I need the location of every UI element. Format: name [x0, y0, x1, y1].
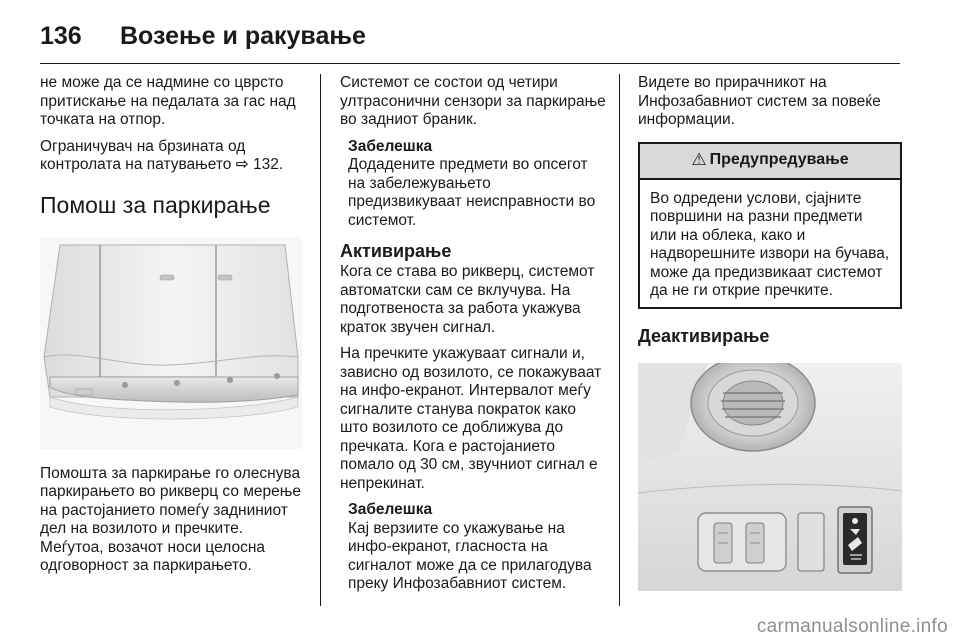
note-title: Забелешка [348, 501, 433, 518]
paragraph: не може да се надмине со цврсто притискање на педалата за гас над точката на отпор. [40, 74, 296, 128]
warning-header [640, 144, 900, 180]
page-header [40, 16, 900, 56]
page-reference[interactable]: 132. [248, 156, 284, 173]
arrow-right-icon: ⇨ [235, 156, 249, 173]
column-divider [320, 74, 321, 606]
dashboard-switch-illustration [638, 363, 902, 591]
paragraph-with-reference [40, 138, 302, 175]
page-number: 136 [40, 21, 82, 50]
column-left [40, 74, 302, 584]
note-block [340, 138, 608, 231]
note-text: Кај верзиите со укажување на инфо-екранот, гласноста на сигналот може да се прилагодува преку Инфозабавниот систем. [348, 519, 592, 592]
van-rear-illustration [40, 237, 302, 449]
section-heading-activation: Активирање [340, 241, 452, 261]
dashboard-switch-drawing [638, 363, 902, 591]
watermark: carmanualsonline.info [756, 616, 948, 637]
paragraph: Видете во прирачникот на Инфозабавниот систем за повеќе информации. [638, 74, 881, 128]
column-divider [619, 74, 620, 606]
header-rule [40, 63, 900, 64]
paragraph: На пречките укажуваат сигнали и, зависно од возилото, се покажуваат на инфо-екранот. Интервалот меѓу сигналите станува пократок како што возилото се доближува до пречката. Кога е растојанието помало од 30 см, звучниот сигнал е непрекинат. [340, 345, 602, 492]
warning-box [638, 142, 902, 309]
paragraph: Системот се состои од четири ултрасонични сензори за паркирање во задниот браник. [340, 74, 606, 128]
section-heading-parking-assist: Помош за паркирање [40, 191, 271, 218]
column-middle [340, 74, 608, 602]
warning-triangle-icon: ⚠ [691, 150, 707, 170]
paragraph-text: Ограничувач на брзината од контролата на патувањето [40, 137, 246, 173]
note-text: Додадените предмети во опсегот на забележувањето предизвикуваат неисправности во системот. [348, 156, 596, 229]
warning-title: Предупредување [709, 151, 849, 169]
note-title: Забелешка [348, 137, 433, 155]
warning-body: Во одредени услови, сјајните површини на разни предмети или на облека, како и надворешните извори на бучава, може да предизвикаат системот да не ги открие пречките. [650, 189, 890, 299]
paragraph: Кога се става во рикверц, системот автоматски сам се вклучува. На подготвеноста за работа укажува краток звучен сигнал. [340, 263, 595, 336]
van-rear-drawing [40, 237, 302, 449]
note-block [340, 501, 608, 594]
column-right [638, 74, 902, 607]
page-title: Возење и ракување [120, 21, 366, 50]
paragraph: Помошта за паркирање го олеснува паркирањето во рикверц со мерење на растојанието помеѓу задниниот дел на возилото и пречките. Меѓутоа, возачот носи целосна одговорност за паркирањето. [40, 464, 301, 574]
section-heading-deactivation: Деактивирање [638, 325, 770, 346]
